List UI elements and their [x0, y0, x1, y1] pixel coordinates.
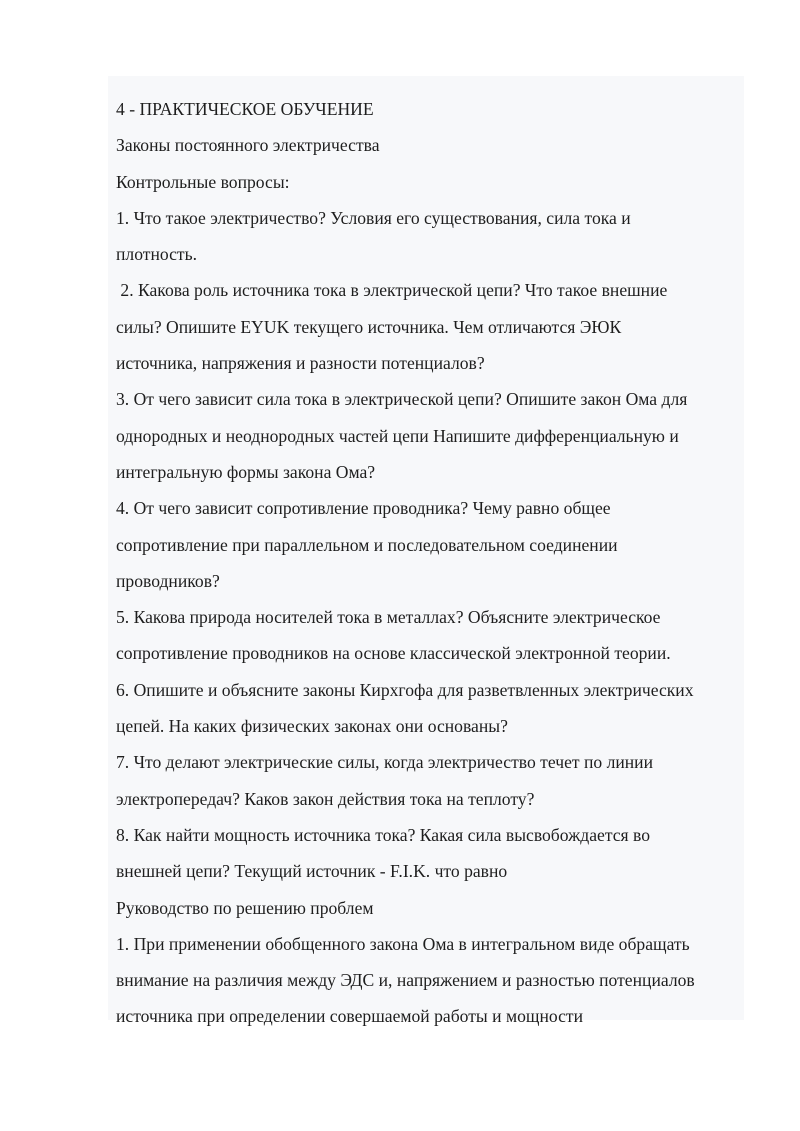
question-3-line-1: 3. От чего зависит сила тока в электрической цепи? Опишите закон Ома для — [116, 389, 688, 410]
topic-title: Законы постоянного электричества — [116, 135, 380, 156]
question-2-line-2: силы? Опишите EYUK текущего источника. Чем отличаются ЭЮК — [116, 316, 622, 337]
control-questions-heading: Контрольные вопросы: — [116, 171, 290, 192]
section-heading: 4 - ПРАКТИЧЕСКОЕ ОБУЧЕНИЕ — [116, 99, 374, 119]
problem-guide-heading: Руководство по решению проблем — [116, 897, 374, 918]
question-1-line-1: 1. Что такое электричество? Условия его существования, сила тока и — [116, 207, 631, 228]
guide-item-1-line-1: 1. При применении обобщенного закона Ома в интегральном виде обращать — [116, 933, 690, 954]
question-6-line-1: 6. Опишите и объясните законы Кирхгофа для разветвленных электрических — [116, 679, 694, 700]
question-7-line-1: 7. Что делают электрические силы, когда электричество течет по линии — [116, 752, 654, 773]
question-7-line-2: электропередач? Каков закон действия тока на теплоту? — [116, 788, 535, 809]
question-4-line-2: сопротивление при параллельном и последовательном соединении — [116, 534, 618, 555]
question-1-line-2: плотность. — [116, 244, 198, 265]
document-text-block — [108, 76, 744, 1027]
question-5-line-2: сопротивление проводников на основе классической электронной теории. — [116, 643, 671, 664]
question-2-line-1: 2. Какова роль источника тока в электрической цепи? Что такое внешние — [116, 280, 668, 301]
question-2-line-3: источника, напряжения и разности потенциалов? — [116, 353, 485, 374]
question-3-line-3: интегральную формы закона Ома? — [116, 461, 376, 482]
question-6-line-2: цепей. На каких физических законах они основаны? — [116, 716, 508, 737]
guide-item-1-line-3: источника при определении совершаемой работы и мощности — [116, 1006, 584, 1027]
question-4-line-1: 4. От чего зависит сопротивление проводника? Чему равно общее — [116, 498, 611, 519]
guide-item-1-line-2: внимание на различия между ЭДС и, напряжением и разностью потенциалов — [116, 970, 695, 991]
question-5-line-1: 5. Какова природа носителей тока в металлах? Объясните электрическое — [116, 607, 661, 628]
question-8-line-2: внешней цепи? Текущий источник - F.I.K. что равно — [116, 861, 508, 882]
question-3-line-2: однородных и неоднородных частей цепи Напишите дифференциальную и — [116, 425, 679, 446]
question-4-line-3: проводников? — [116, 570, 220, 591]
question-8-line-1: 8. Как найти мощность источника тока? Какая сила высвобождается во — [116, 824, 651, 845]
